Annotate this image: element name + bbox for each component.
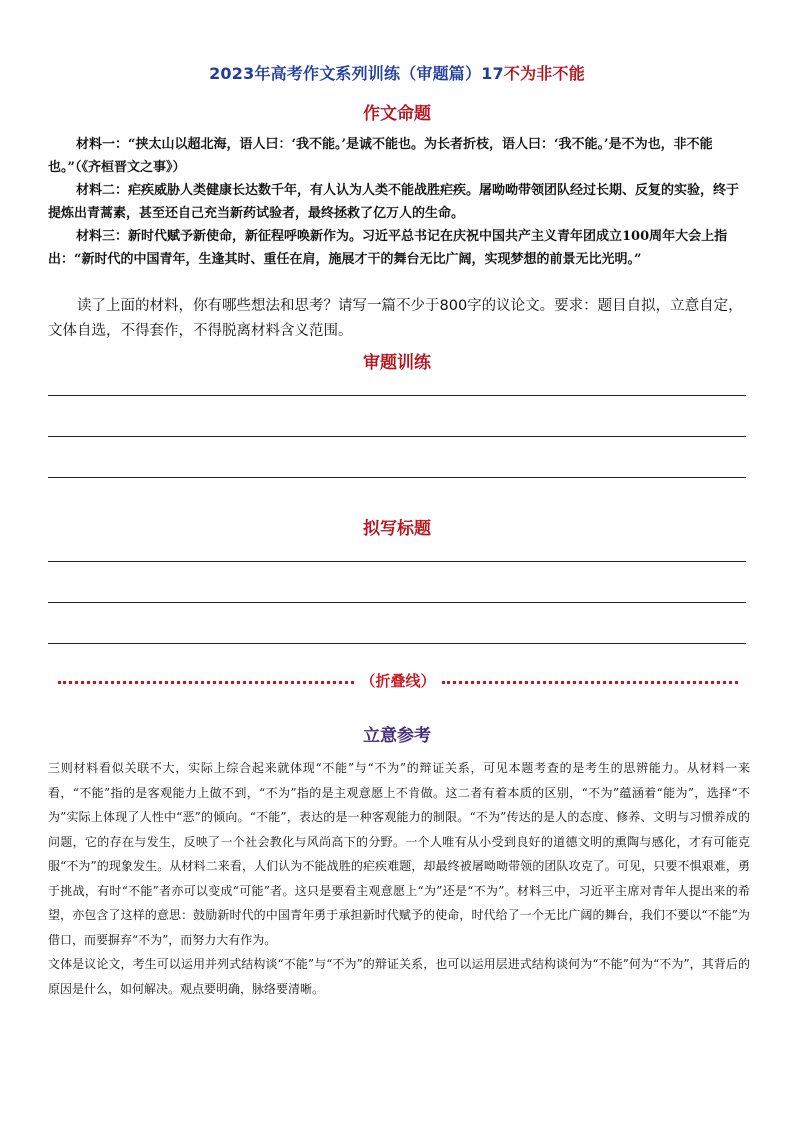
answer-line[interactable] <box>48 395 746 396</box>
reference-paragraph: 文体是议论文，考生可以运用并列式结构谈“不能”与“不为”的辩证关系，也可以运用层进式结构谈何为“不能”何为“不为”，其背后的原因是什么，如何解决。观点要明确，脉络要清晰。 <box>48 957 750 996</box>
fold-label: （折叠线） <box>360 672 436 690</box>
analysis-heading: 审题训练 <box>363 353 431 373</box>
answer-line[interactable] <box>48 602 746 603</box>
prompt-text: 读了上面的材料，你有哪些想法和思考？请写一篇不少于800字的议论文。要求：题目自拟，立意自定，文体自选，不得套作，不得脱离材料含义范围。 <box>48 298 743 339</box>
document-title <box>0 61 794 84</box>
title-draft-heading: 拟写标题 <box>363 519 431 539</box>
answer-line[interactable] <box>48 643 746 644</box>
material-two: 材料二：疟疾威胁人类健康长达数千年，有人认为人类不能战胜疟疾。屠呦呦带领团队经过长期、反复的实验，终于提炼出青蒿素，甚至还自己充当新药试验者，最终拯救了亿万人的生命。 <box>48 183 740 221</box>
reference-heading: 立意参考 <box>363 726 431 746</box>
fold-dots-left <box>58 681 354 684</box>
title-main: 2023年高考作文系列训练（审题篇）17 <box>209 64 504 83</box>
materials-block <box>48 133 750 271</box>
writing-prompt <box>48 294 750 344</box>
answer-line[interactable] <box>48 477 746 478</box>
prompt-heading: 作文命题 <box>363 104 431 124</box>
material-one: 材料一：“挟太山以超北海，语人曰：‘我不能。’是诚不能也。为长者折枝，语人曰：‘我不能。’是不为也，非不能也。”（《齐桓晋文之事》） <box>48 137 713 175</box>
answer-line[interactable] <box>48 561 746 562</box>
title-topic: 不为非不能 <box>503 64 585 83</box>
fold-dots-right <box>442 681 738 684</box>
answer-line[interactable] <box>48 436 746 437</box>
reference-paragraph: 三则材料看似关联不大，实际上综合起来就体现“不能”与“不为”的辩证关系，可见本题考查的是考生的思辨能力。从材料一来看，“不能”指的是客观能力上做不到，“不为”指的是主观意愿上不肯做。这二者有着本质的区别，“不为”蕴涵着“能为”，选择“不为”实际上体现了人性中“恶”的倾向。“不能”，表达的是一种客观能力的制限。“不为”传达的是人的态度、修养、文明与习惯养成的问题，它的存在与发生，反映了一个社会教化与风尚高下的分野。一个人唯有从小受到良好的道德文明的熏陶与感化，才有可能克服“不为”的现象发生。从材料二来看，人们认为不能战胜的疟疾难题，却最终被屠呦呦带领的团队攻克了。可见，只要不惧艰难，勇于挑战，有时“不能”者亦可以变成“可能”者。这只是要看主观意愿上“为”还是“不为”。材料三中，习近平主席对青年人提出来的希望，亦包含了这样的意思：鼓励新时代的中国青年勇于承担新时代赋予的使命，时代给了一个无比广阔的舞台，我们不要以“不能”为借口，而要摒弃“不为”，而努力大有作为。 <box>48 761 750 947</box>
fold-line <box>58 670 738 692</box>
reference-body <box>48 756 750 1001</box>
material-three: 材料三：新时代赋予新使命，新征程呼唤新作为。习近平总书记在庆祝中国共产主义青年团成立100周年大会上指出：“新时代的中国青年，生逢其时、重任在肩，施展才干的舞台无比广阔，实现梦想的前景无比光明。” <box>48 229 728 267</box>
